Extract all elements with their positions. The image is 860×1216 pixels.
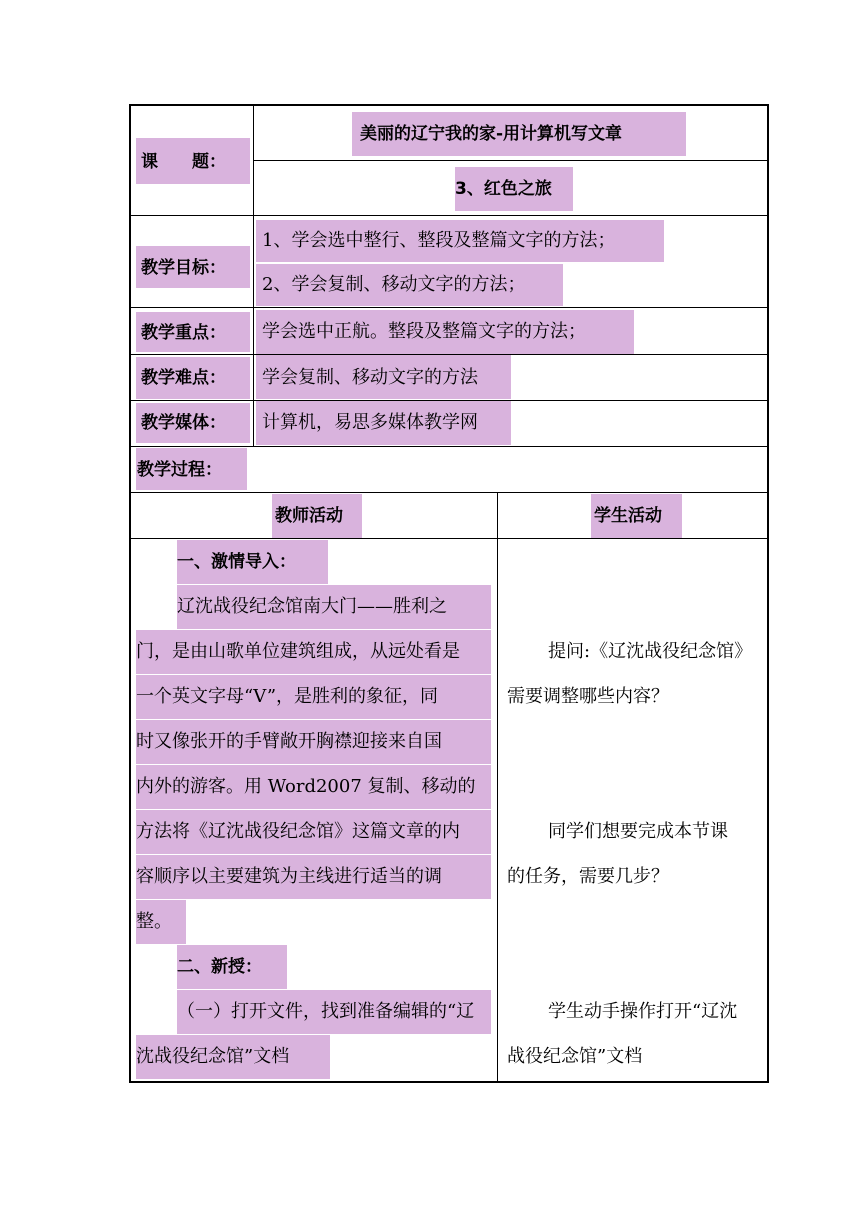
topic-subtitle: 3、红色之旅 <box>455 179 552 199</box>
key-points-text: 学会选中正航。整段及整篇文字的方法； <box>262 321 586 342</box>
teacher-line: 辽沈战役纪念馆南大门——胜利之 <box>177 596 447 617</box>
media-label: 教学媒体： <box>141 413 226 433</box>
process-label: 教学过程： <box>137 460 222 480</box>
divider <box>129 538 769 539</box>
teacher-line: 一个英文字母“V”，是胜利的象征，同 <box>136 686 439 707</box>
student-line: 提问:《辽沈战役纪念馆》 <box>548 641 753 662</box>
teacher-heading: 一、激情导入： <box>177 552 296 572</box>
teacher-line: （一）打开文件，找到准备编辑的“辽 <box>177 1001 475 1022</box>
divider <box>129 215 769 216</box>
media-text: 计算机，易思多媒体教学网 <box>262 412 478 433</box>
teacher-line: 门，是由山歌单位建筑组成，从远处看是 <box>136 641 460 662</box>
divider <box>129 400 769 401</box>
teacher-line: 整。 <box>136 911 172 932</box>
goal-item: 2、学会复制、移动文字的方法； <box>262 274 526 295</box>
teacher-line: 内外的游客。用 Word2007 复制、移动的 <box>136 776 476 797</box>
teacher-line: 沈战役纪念馆”文档 <box>136 1046 290 1067</box>
student-line: 学生动手操作打开“辽沈 <box>548 1001 738 1022</box>
topic-label: 课 题： <box>141 152 226 172</box>
goal-item: 1、学会选中整行、整段及整篇文字的方法； <box>262 230 616 251</box>
student-header: 学生活动 <box>594 506 662 526</box>
goals-label: 教学目标： <box>141 258 226 278</box>
teacher-line: 容顺序以主要建筑为主线进行适当的调 <box>136 866 442 887</box>
teacher-line: 方法将《辽沈战役纪念馆》这篇文章的内 <box>136 821 460 842</box>
topic-title: 美丽的辽宁我的家-用计算机写文章 <box>360 124 623 144</box>
difficulties-text: 学会复制、移动文字的方法 <box>262 367 478 388</box>
teacher-heading: 二、新授： <box>177 957 262 977</box>
teacher-header: 教师活动 <box>275 506 343 526</box>
difficulties-label: 教学难点： <box>141 368 226 388</box>
divider <box>129 492 769 493</box>
divider <box>253 160 768 161</box>
divider <box>129 446 769 447</box>
divider <box>253 104 254 446</box>
student-line: 同学们想要完成本节课 <box>548 821 728 842</box>
student-line: 的任务，需要几步？ <box>507 866 669 887</box>
divider <box>129 307 769 308</box>
key-points-label: 教学重点： <box>141 323 226 343</box>
divider <box>129 354 769 355</box>
student-line: 需要调整哪些内容？ <box>507 686 669 707</box>
divider <box>497 492 498 1082</box>
student-line: 战役纪念馆”文档 <box>507 1046 643 1067</box>
teacher-line: 时又像张开的手臂敞开胸襟迎接来自国 <box>136 731 442 752</box>
